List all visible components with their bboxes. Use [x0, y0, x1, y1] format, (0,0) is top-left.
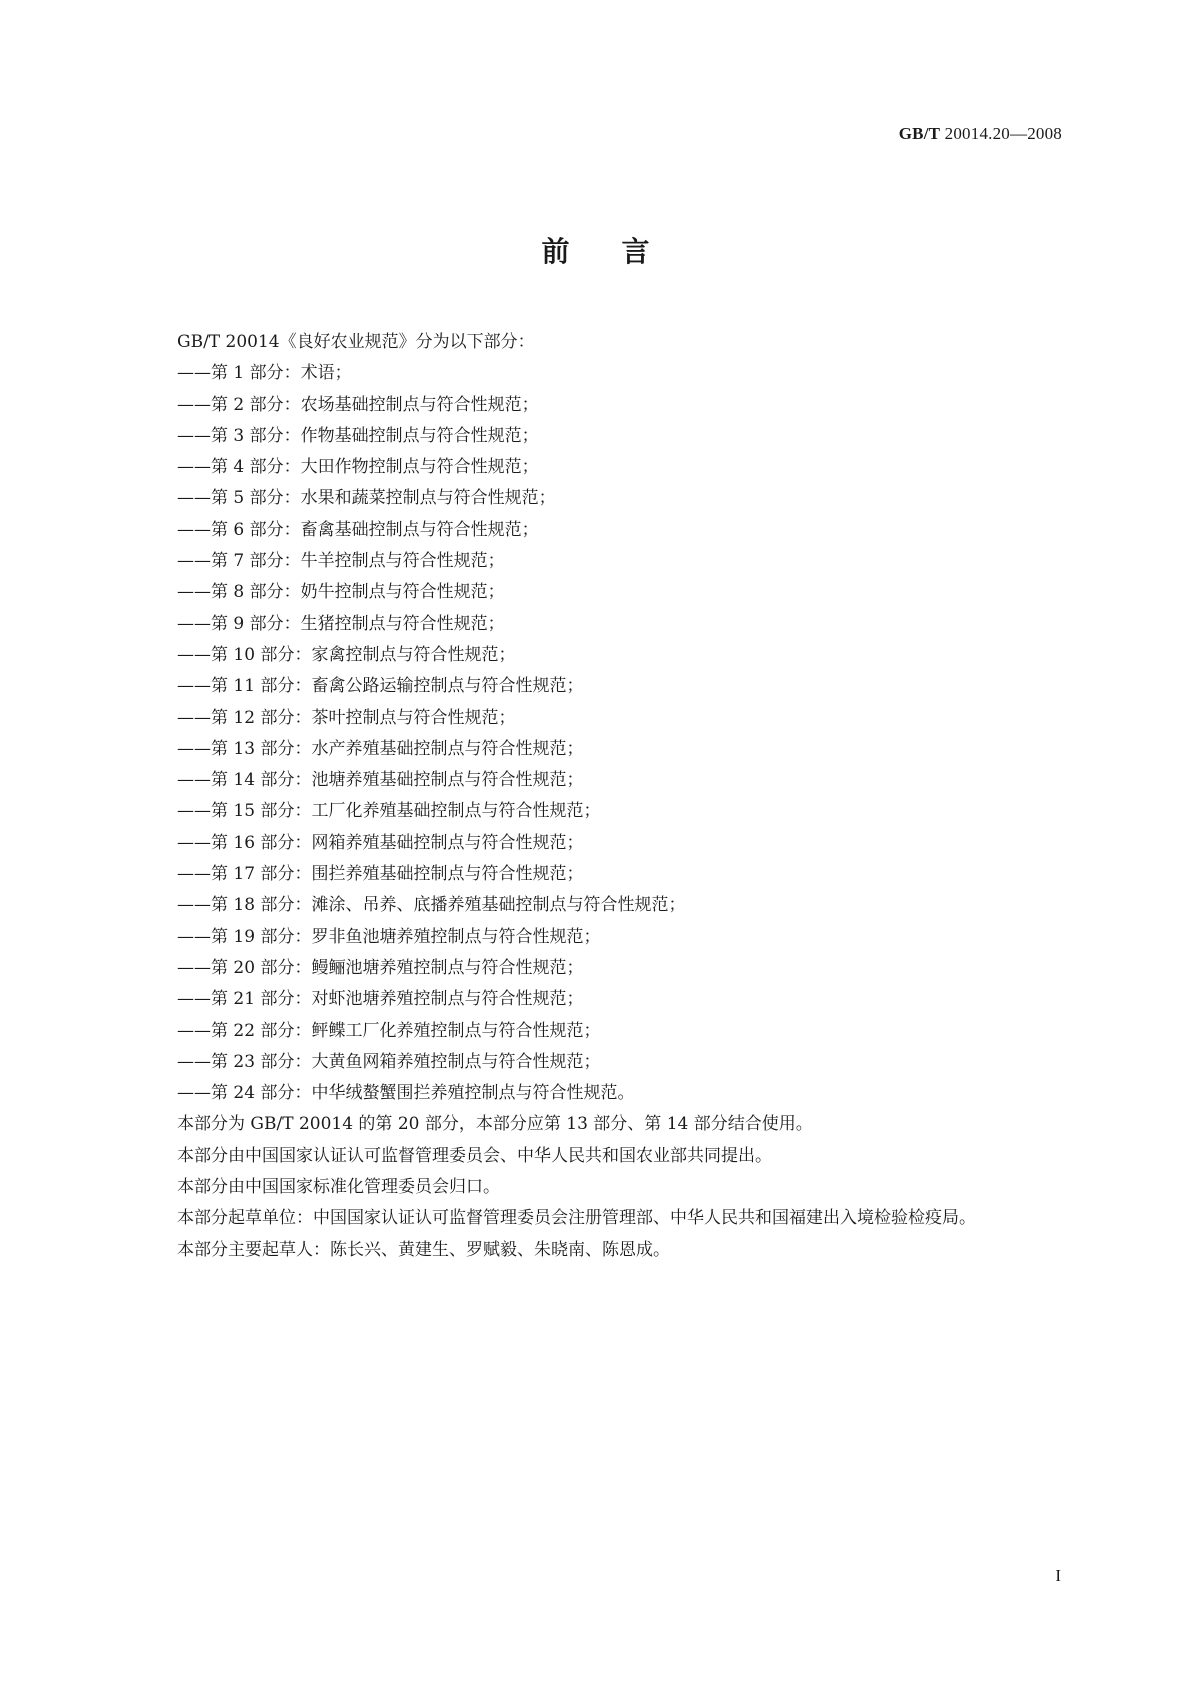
drafting-units-paragraph: 本部分起草单位：中国国家认证认可监督管理委员会注册管理部、中华人民共和国福建出入境检验检疫局。 [177, 1208, 976, 1229]
part-item: ——第 13 部分：水产养殖基础控制点与符合性规范； [177, 738, 584, 759]
part-item: ——第 24 部分：中华绒螯蟹围拦养殖控制点与符合性规范。 [177, 1083, 635, 1104]
page-title [0, 230, 1191, 270]
part-item: ——第 23 部分：大黄鱼网箱养殖控制点与符合性规范； [177, 1051, 601, 1072]
part-item: ——第 1 部分：术语； [177, 363, 352, 384]
part-item: ——第 2 部分：农场基础控制点与符合性规范； [177, 394, 539, 415]
part-item: ——第 10 部分：家禽控制点与符合性规范； [177, 644, 516, 665]
part-item: ——第 12 部分：茶叶控制点与符合性规范； [177, 707, 516, 728]
part-item: ——第 8 部分：奶牛控制点与符合性规范； [177, 582, 505, 603]
part-item: ——第 5 部分：水果和蔬菜控制点与符合性规范； [177, 488, 556, 509]
standard-code: 20014.20—2008 [944, 124, 1062, 143]
part-item: ——第 6 部分：畜禽基础控制点与符合性规范； [177, 519, 539, 540]
standard-prefix: GB/T [898, 124, 941, 143]
part-item: ——第 15 部分：工厂化养殖基础控制点与符合性规范； [177, 801, 601, 822]
part-item: ——第 7 部分：牛羊控制点与符合性规范； [177, 551, 505, 572]
intro-paragraph: GB/T 20014《良好农业规范》分为以下部分： [177, 332, 535, 352]
title-char-2: 言 [621, 235, 650, 268]
part-item: ——第 22 部分：鲆鲽工厂化养殖控制点与符合性规范； [177, 1020, 601, 1041]
part-item: ——第 14 部分：池塘养殖基础控制点与符合性规范； [177, 770, 584, 791]
standard-number [899, 124, 1062, 144]
foreword-body [124, 327, 1061, 1266]
part-item: ——第 16 部分：网箱养殖基础控制点与符合性规范； [177, 832, 584, 853]
part-item: ——第 3 部分：作物基础控制点与符合性规范； [177, 425, 539, 446]
relation-paragraph: 本部分为 GB/T 20014 的第 20 部分，本部分应第 13 部分、第 14 部分结合使用。 [177, 1114, 813, 1135]
part-item: ——第 17 部分：围拦养殖基础控制点与符合性规范； [177, 864, 584, 885]
proposed-by-paragraph: 本部分由中国国家认证认可监督管理委员会、中华人民共和国农业部共同提出。 [177, 1145, 772, 1166]
part-item: ——第 21 部分：对虾池塘养殖控制点与符合性规范； [177, 989, 584, 1010]
part-item: ——第 11 部分：畜禽公路运输控制点与符合性规范； [177, 676, 584, 697]
part-item: ——第 19 部分：罗非鱼池塘养殖控制点与符合性规范； [177, 926, 601, 947]
page-number: I [1055, 1566, 1061, 1585]
part-item: ——第 20 部分：鳗鲡池塘养殖控制点与符合性规范； [177, 957, 584, 978]
part-item: ——第 4 部分：大田作物控制点与符合性规范； [177, 457, 539, 478]
part-item: ——第 9 部分：生猪控制点与符合性规范； [177, 613, 505, 634]
title-char-1: 前 [541, 235, 570, 268]
drafters-paragraph: 本部分主要起草人：陈长兴、黄建生、罗赋毅、朱晓南、陈恩成。 [177, 1239, 670, 1260]
centralized-by-paragraph: 本部分由中国国家标准化管理委员会归口。 [177, 1177, 500, 1198]
part-item: ——第 18 部分：滩涂、吊养、底播养殖基础控制点与符合性规范； [177, 895, 686, 916]
